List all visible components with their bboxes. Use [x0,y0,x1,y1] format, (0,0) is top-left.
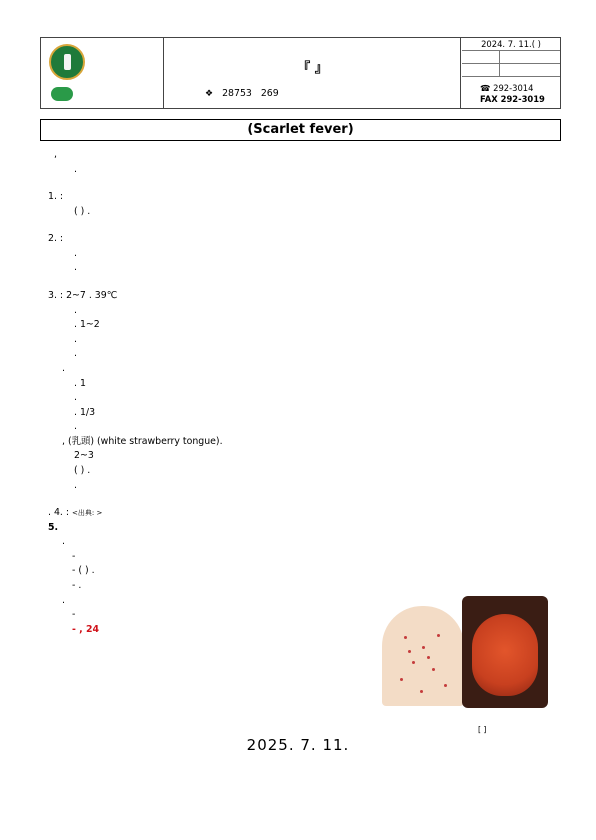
section-3-line: . [74,392,77,404]
section-3-line: , (乳頭) (white strawberry tongue). [62,435,223,447]
footer-date: 2025. 7. 11. [246,736,350,754]
section-5-subhead: . [62,536,65,548]
school-logo-box [41,38,164,108]
section-3-line: . [74,479,77,491]
rash-back-photo [382,606,464,706]
address-text: 269 [260,88,279,99]
section-3-line: . [74,304,77,316]
section-2-line: . [74,247,77,259]
school-address [205,87,279,102]
section-3-line: ( ) . [74,464,91,476]
document-title: 『 』 [297,61,328,76]
section-5-subhead: . [62,594,65,606]
info-key [462,64,500,76]
notice-title: (Scarlet fever) [40,119,561,141]
section-4-line: . 4. : <出典: > [48,507,103,519]
brand-mark-icon [51,87,73,101]
strawberry-tongue-photo [462,596,548,708]
section-5-heading: 5. [48,521,59,533]
photo-group-caption: [ ] [478,725,487,734]
address-pin-icon: ❖ [205,89,214,99]
section-3-line: 2~3 [74,450,94,462]
letterhead [40,37,561,109]
info-row-department [462,51,560,64]
document-info [462,38,560,108]
section-5-item: - . [72,580,82,592]
section-5-item: - [72,609,76,621]
greeting: , [54,149,57,160]
section-5-item: - [72,550,76,562]
section-3-line: . 1/3 [74,406,96,418]
section-3-line: . 1 [74,377,86,389]
letterhead-center [165,38,461,108]
section-2-line: . [74,262,77,274]
school-emblem-icon [49,44,85,80]
section-1-line: ( ) . [74,205,91,217]
section-3-line: . 1~2 [74,319,100,331]
fax-number: FAX 292-3019 [480,94,545,104]
phone-number: ☎ 292-3014 [480,83,534,93]
intro-line: . [74,163,77,175]
brand-logotype [47,84,159,104]
section-3-line: . [62,362,65,374]
notice-body [48,148,554,637]
section-3-line: . [74,333,77,345]
section-2-line: 2. : [48,233,64,245]
postal-code: 28753 [222,88,252,99]
section-3-line: . [74,421,77,433]
issue-date: 2024. 7. 11.( ) [462,38,560,51]
section-5-warning: - , 24 [72,623,100,635]
info-key [462,51,500,63]
section-5-item: - ( ) . [72,565,95,577]
section-1-line: 1. : [48,191,64,203]
info-row-person [462,64,560,77]
section-3-line: 3. : 2~7 . 39℃ [48,290,118,302]
section-3-line: . [74,348,77,360]
source-note: <出典: > [72,509,103,518]
